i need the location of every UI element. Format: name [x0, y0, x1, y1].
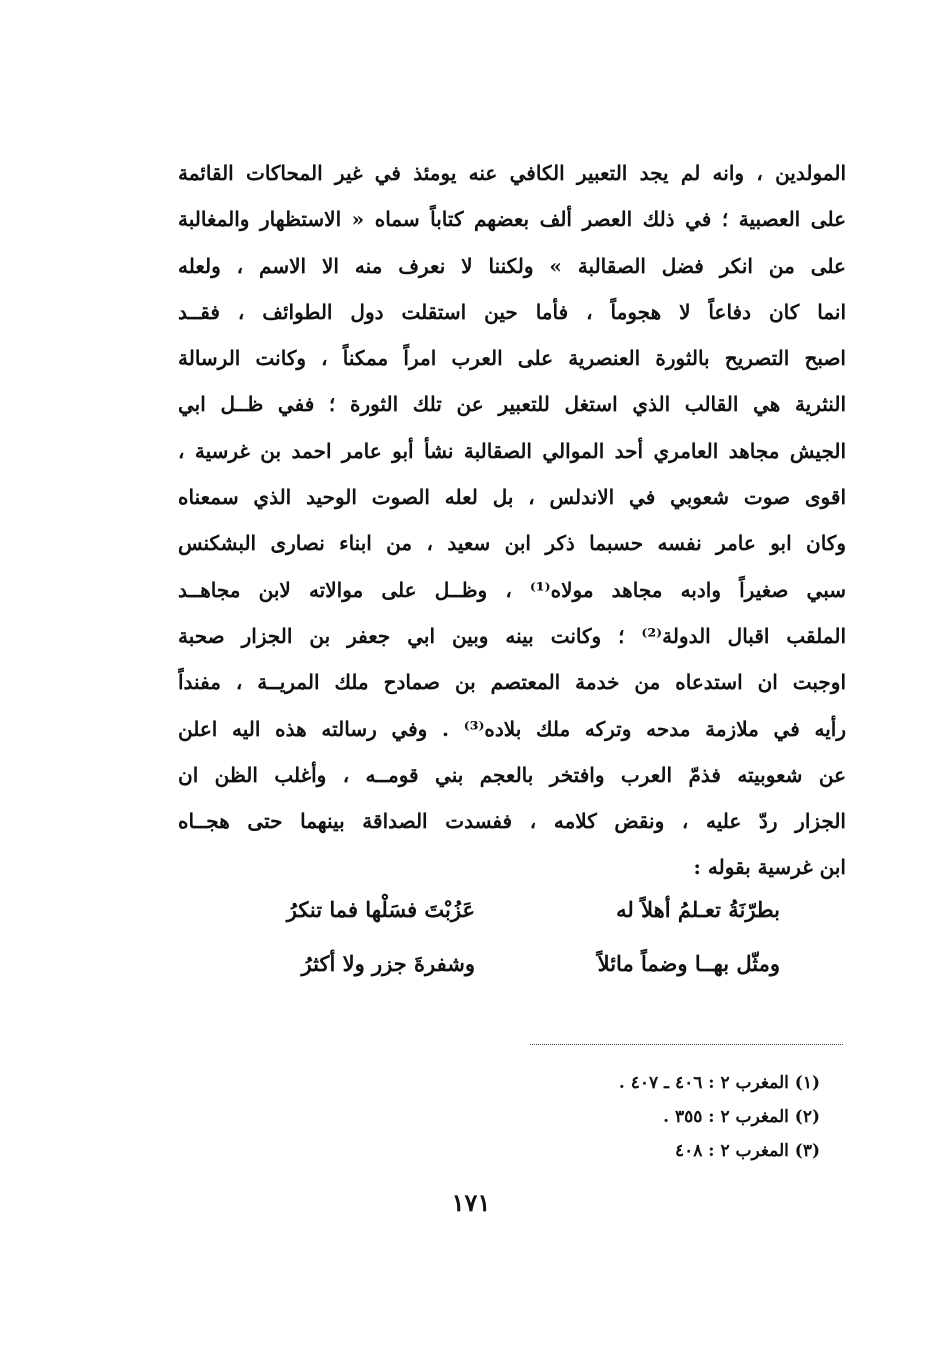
text-line: الجيش مجاهد العامري أحد الموالي الصقالبة نشأ أبو عامر احمد بن غرسية ، — [178, 438, 846, 463]
footnotes — [520, 1066, 820, 1168]
text-line-last: ابن غرسية بقوله : — [693, 855, 846, 880]
text-line: انما كان دفاعاً لا هجوماً ، فأما حين استقلت دول الطوائف ، فقــد — [178, 299, 846, 324]
text-line: اوجبت ان استدعاه من خدمة المعتصم بن صمادح ملك المريــة ، مفنداً — [178, 670, 846, 695]
verse-first-hemistich: ومثّل بهــا وضماً مائلاً — [597, 951, 780, 976]
text-line: المولدين ، وانه لم يجد التعبير الكافي عنه يومئذ في غير المحاكات القائمة — [178, 161, 846, 185]
text-line: اقوى صوت شعوبي في الاندلس ، بل لعله الصوت الوحيد الذي سمعناه — [178, 485, 846, 510]
verse-second-hemistich: عَزُبْتَ فسَلْها فما تنكرُ — [286, 897, 475, 922]
text-line: على العصبية ؛ في ذلك العصر ألف بعضهم كتاباً سماه « الاستظهار والمغالبة — [178, 207, 846, 232]
text-line: على من انكر فضل الصقالبة » ولكننا لا نعرف منه الا الاسم ، ولعله — [178, 253, 846, 278]
text-line: وكان ابو عامر نفسه حسبما ذكر ابن سعيد ، من ابناء نصارى البشكنس — [178, 531, 846, 556]
main-text — [178, 150, 846, 891]
text-line: اصبح التصريح بالثورة العنصرية على العرب امراً ممكناً ، وكانت الرسالة — [178, 346, 846, 371]
page-number: ١٧١ — [451, 1188, 491, 1217]
text-line: النثرية هي القالب الذي استغل للتعبير عن تلك الثورة ؛ ففي ظــل ابي — [178, 392, 846, 417]
verse-first-hemistich: بطرّنَةُ تعـلمُ أهلاً له — [616, 897, 780, 922]
poem-verse — [240, 939, 780, 993]
footnote: (٣) المغرب ٢ : ٤٠٨ — [674, 1141, 820, 1161]
poem-verses — [240, 885, 780, 993]
footnote-divider — [530, 1044, 843, 1045]
text-line: عن شعوبيته فذمّ العرب وافتخر بالعجم بني قومــه ، وأغلب الظن ان — [178, 762, 846, 787]
verse-second-hemistich: وشفرةَ جزر ولا أكثرُ — [301, 951, 475, 976]
footnote: (١) المغرب ٢ : ٤٠٦ ـ ٤٠٧ . — [618, 1073, 820, 1093]
text-line: رأيه في ملازمة مدحه وتركه ملك بلاده⁽³⁾ . وفي رسالته هذه اليه اعلن — [178, 716, 846, 741]
text-line: سبي صغيراً وادبه مجاهد مولاه⁽¹⁾ ، وظــل على موالاته لابن مجاهــد — [178, 577, 846, 602]
text-line: الجزار ردّ عليه ، ونقض كلامه ، ففسدت الصداقة بينهما حتى هجــاه — [178, 809, 846, 834]
footnote: (٢) المغرب ٢ : ٣٥٥ . — [663, 1107, 820, 1127]
poem-verse — [240, 885, 780, 939]
text-line: الملقب اقبال الدولة⁽²⁾ ؛ وكانت بينه وبين ابي جعفر بن الجزار صحبة — [178, 623, 846, 648]
